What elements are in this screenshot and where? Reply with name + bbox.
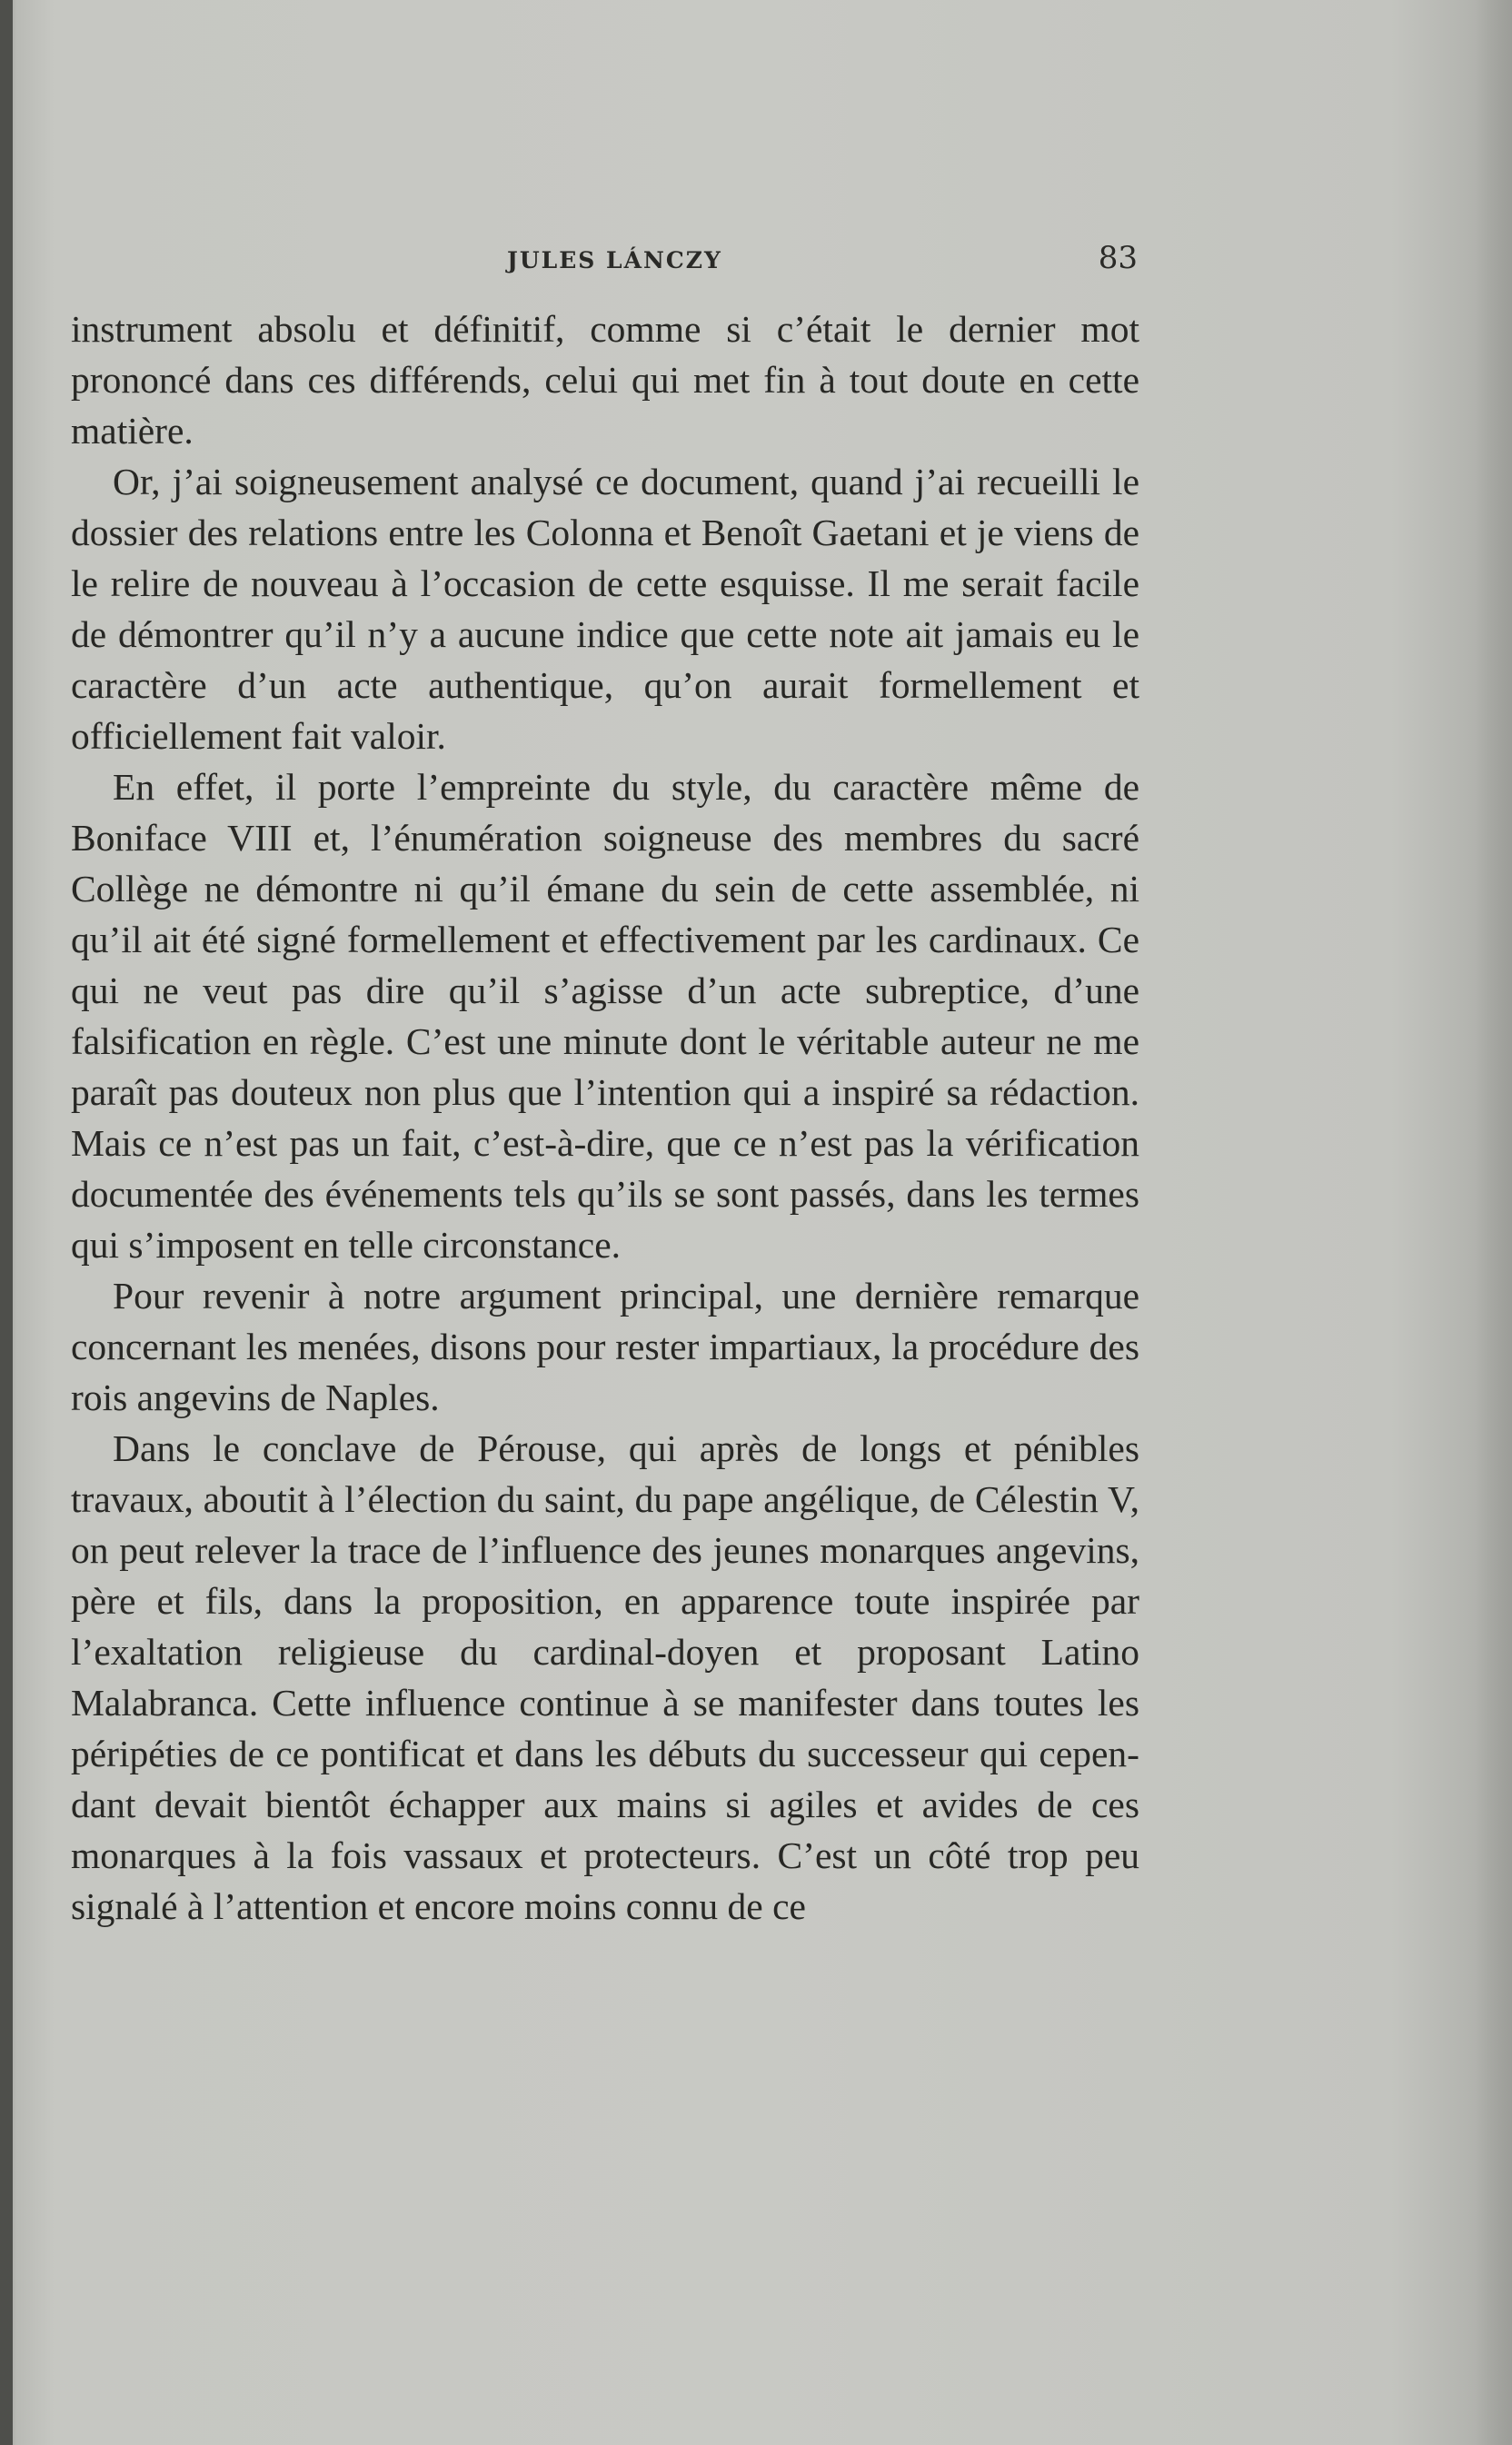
- paragraph-1: instrument absolu et définitif, comme si c’était le dernier mot prononcé dans ces différends, celui qui met fin à tout doute en cette matière.: [71, 308, 1139, 452]
- page-header: [73, 238, 1138, 282]
- paragraph-3: En effet, il porte l’empreinte du style, du caractère même de Boniface VIII et, l’énumération soigneuse des membres du sacré Collège ne démontre ni qu’il émane du sein de cette assemblée, ni qu’il ait été signé formellement et effectivement par les cardinaux. Ce qui ne veut pas dire qu’il s’agisse d’un acte subreptice, d’une falsification en règle. C’est une minute dont le véritable auteur ne me paraît pas douteux non plus que l’intention qui a inspiré sa rédaction. Mais ce n’est pas un fait, c’est-à-dire, que ce n’est pas la vérification documentée des événements tels qu’ils se sont passés, dans les termes qui s’imposent en telle circonstance.: [71, 766, 1139, 1266]
- paragraph-4: Pour revenir à notre argument principal, une dernière remarque concernant les menées, disons pour rester impartiaux, la procédure des rois angevins de Naples.: [71, 1275, 1139, 1418]
- body-text: [71, 303, 1139, 1932]
- page-number: 83: [1098, 240, 1138, 276]
- paragraph-5: Dans le conclave de Pérouse, qui après de longs et pénibles travaux, aboutit à l’élection du saint, du pape angélique, de Célestin V, on peut relever la trace de l’influence des jeunes monarques angevins, père et fils, dans la proposition, en apparence toute inspirée par l’exaltation religieuse du cardinal-doyen et proposant Latino Malabranca. Cette influence continue à se manifester dans toutes les péripéties de ce pontificat et dans les débuts du successeur qui cependant devait bientôt échapper aux mains si agiles et avides de ces monarques à la fois vassaux et protecteurs. C’est un côté trop peu signalé à l’attention et encore moins connu de ce: [71, 1427, 1139, 1927]
- paragraph-2: Or, j’ai soigneusement analysé ce document, quand j’ai recueilli le dossier des relations entre les Colonna et Benoît Gaetani et je viens de le relire de nouveau à l’occasion de cette esquisse. Il me serait facile de démontrer qu’il n’y a aucune indice que cette note ait jamais eu le caractère d’un acte authentique, qu’on aurait formellement et officiellement fait valoir.: [71, 461, 1139, 757]
- running-head: JULES LÁNCZY: [507, 247, 722, 273]
